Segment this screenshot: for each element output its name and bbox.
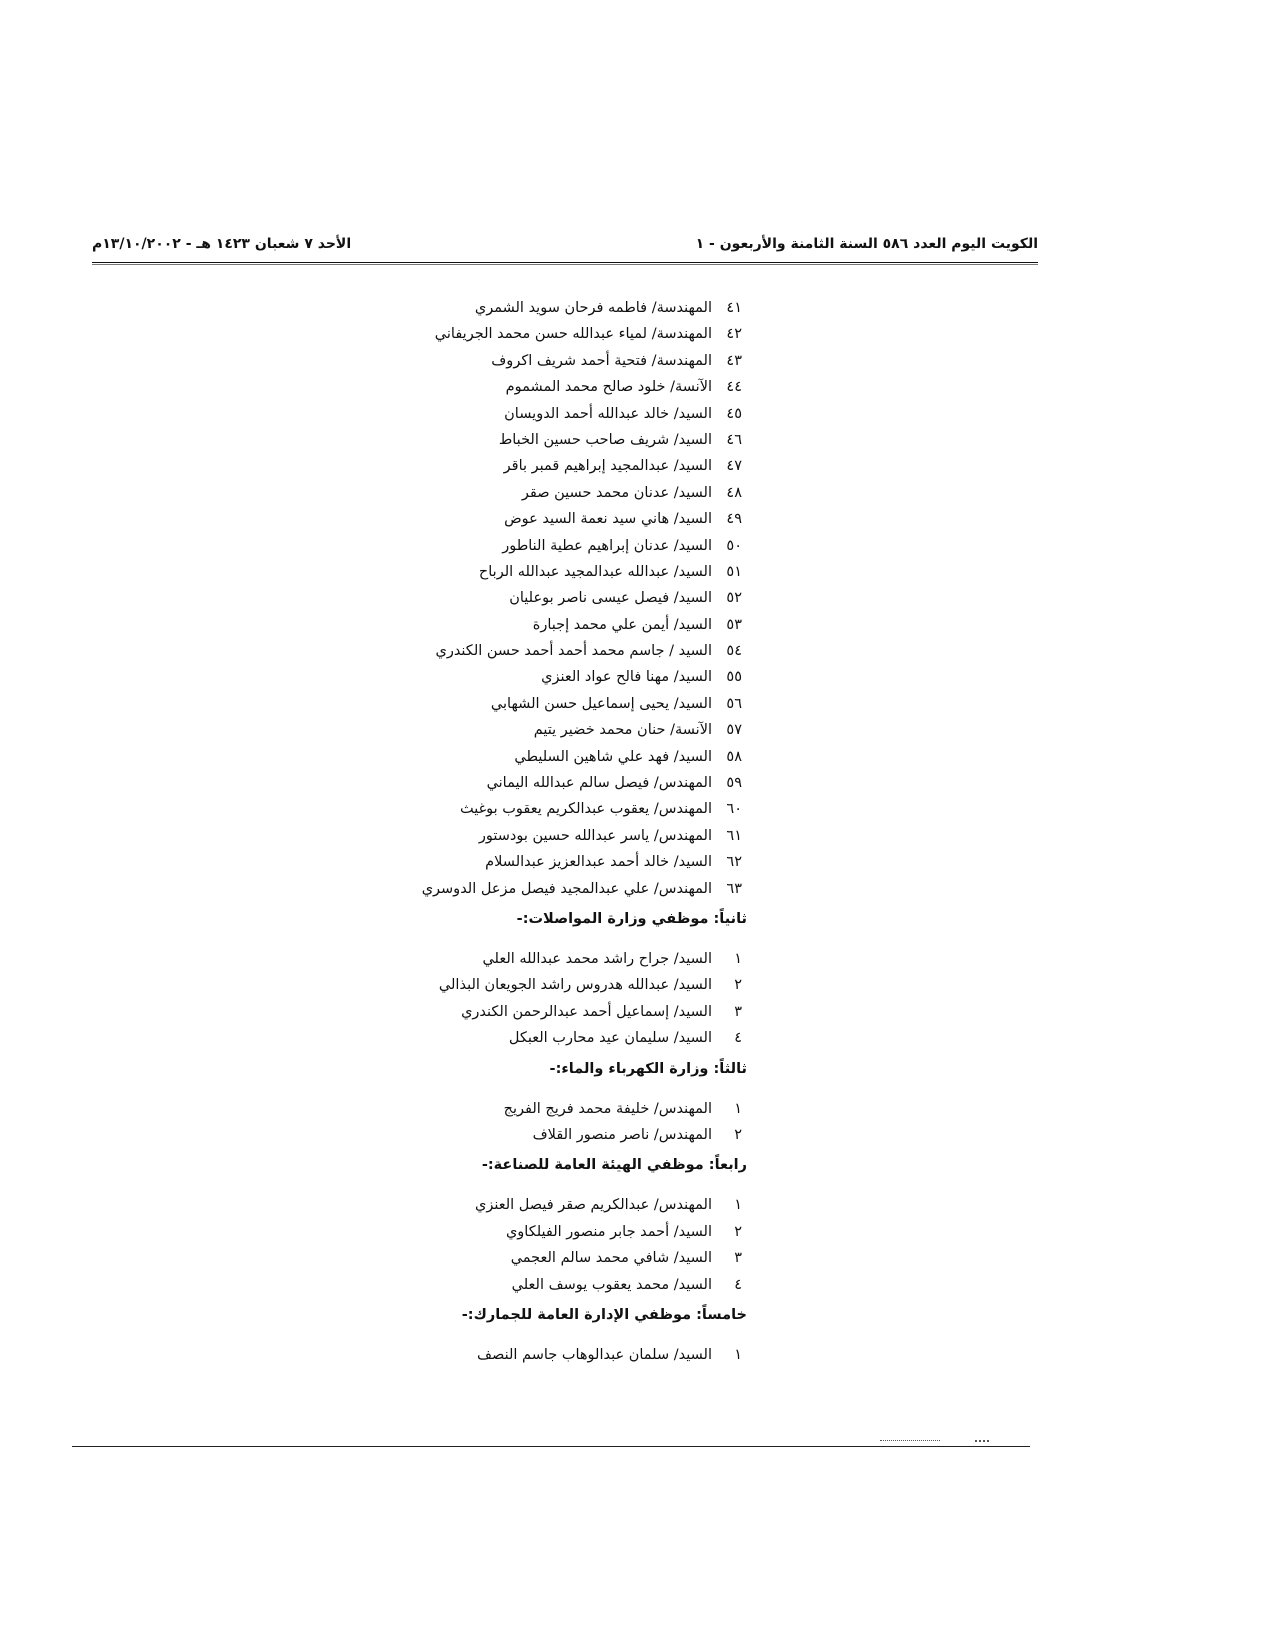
employee-name: المهندس/ ناصر منصور القلاف [532, 1126, 712, 1143]
footer-divider [72, 1446, 1030, 1447]
employee-name: السيد / جاسم محمد أحمد أحمد حسن الكندري [435, 643, 712, 660]
list-item [330, 669, 750, 695]
list-item [330, 749, 750, 775]
list-item [330, 538, 750, 564]
item-number: ٢ [734, 977, 742, 994]
list-item [330, 1277, 750, 1303]
item-number: ٦٣ [726, 880, 742, 897]
electricity-employee-list [330, 1101, 750, 1154]
list-item [330, 643, 750, 669]
item-number: ٤٢ [726, 326, 742, 343]
list-item [330, 406, 750, 432]
list-item [330, 326, 750, 352]
list-item [330, 775, 750, 801]
gazette-date: الأحد ٧ شعبان ١٤٢٣ هـ - ١٣/١٠/٢٠٠٢م [92, 236, 352, 252]
document-body [330, 300, 750, 1373]
employee-name: السيد/ محمد يعقوب يوسف العلي [511, 1276, 712, 1293]
section-heading-transport [330, 907, 750, 939]
employee-list-continued [330, 300, 750, 907]
section-title: ثانياً: موظفي وزارة المواصلات:- [516, 910, 747, 927]
item-number: ١ [734, 1100, 742, 1117]
list-item [330, 617, 750, 643]
list-item [330, 722, 750, 748]
item-number: ٢ [734, 1223, 742, 1240]
employee-name: المهندس/ فيصل سالم عبدالله اليماني [486, 775, 712, 792]
item-number: ٤٩ [726, 511, 742, 528]
employee-name: السيد/ أيمن علي محمد إجبارة [532, 616, 712, 633]
list-item [330, 1250, 750, 1276]
item-number: ٥٣ [726, 616, 742, 633]
section-heading-industry [330, 1153, 750, 1185]
list-item [330, 379, 750, 405]
section-heading-customs [330, 1303, 750, 1335]
employee-name: السيد/ عدنان محمد حسين صقر [521, 484, 712, 501]
employee-name: السيد/ سليمان عيد محارب العبكل [508, 1030, 712, 1047]
list-item [330, 1347, 750, 1373]
item-number: ٤٨ [726, 484, 742, 501]
item-number: ١ [734, 1346, 742, 1363]
list-item [330, 1197, 750, 1223]
employee-name: المهندس/ علي عبدالمجيد فيصل مزعل الدوسري [421, 880, 712, 897]
list-item [330, 1030, 750, 1056]
employee-name: السيد/ سلمان عبدالوهاب جاسم النصف [477, 1346, 712, 1363]
employee-name: السيد/ عبدالله هدروس راشد الجويعان البذالي [438, 977, 712, 994]
section-heading-electricity [330, 1057, 750, 1089]
list-item [330, 977, 750, 1003]
item-number: ٤١ [726, 300, 742, 316]
item-number: ٤٦ [726, 431, 742, 448]
employee-name: السيد/ هاني سيد نعمة السيد عوض [504, 511, 712, 528]
list-item [330, 432, 750, 458]
employee-name: السيد/ أحمد جابر منصور الفيلكاوي [505, 1223, 712, 1240]
list-item [330, 696, 750, 722]
list-item [330, 801, 750, 827]
list-item [330, 1224, 750, 1250]
industry-employee-list [330, 1197, 750, 1303]
list-item [330, 300, 750, 326]
list-item [330, 511, 750, 537]
employee-name: المهندسة/ فتحية أحمد شريف اكروف [491, 352, 712, 369]
item-number: ٥٩ [726, 775, 742, 792]
footer-mark [975, 1440, 989, 1442]
list-item [330, 951, 750, 977]
employee-name: السيد/ شافي محمد سالم العجمي [510, 1250, 712, 1267]
employee-name: السيد/ عدنان إبراهيم عطية الناطور [502, 537, 712, 554]
list-item [330, 353, 750, 379]
employee-name: الآنسة/ حنان محمد خضير يتيم [533, 722, 712, 739]
item-number: ٣ [734, 1003, 742, 1020]
section-title: رابعاً: موظفي الهيئة العامة للصناعة:- [481, 1157, 747, 1174]
employee-name: المهندسة/ فاطمه فرحان سويد الشمري [474, 300, 712, 316]
item-number: ٤٥ [726, 405, 742, 422]
item-number: ٥٧ [726, 722, 742, 739]
item-number: ٦١ [726, 827, 742, 844]
list-item [330, 881, 750, 907]
employee-name: المهندس/ ياسر عبدالله حسين بودستور [478, 827, 712, 844]
section-title: ثالثاً: وزارة الكهرباء والماء:- [549, 1060, 747, 1077]
list-item [330, 1004, 750, 1030]
list-item [330, 564, 750, 590]
item-number: ٤ [734, 1030, 742, 1047]
employee-name: السيد/ فهد علي شاهين السليطي [514, 748, 712, 765]
employee-name: السيد/ فيصل عيسى ناصر بوعليان [509, 590, 712, 607]
item-number: ٥٨ [726, 748, 742, 765]
list-item [330, 485, 750, 511]
employee-name: السيد/ عبدالله عبدالمجيد عبدالله الرباح [478, 563, 712, 580]
transport-employee-list [330, 951, 750, 1057]
employee-name: السيد/ خالد أحمد عبدالعزيز عبدالسلام [485, 854, 712, 871]
item-number: ١ [734, 950, 742, 967]
employee-name: المهندسة/ لمياء عبدالله حسن محمد الجريفاني [434, 326, 712, 343]
employee-name: السيد/ جراح راشد محمد عبدالله العلي [482, 950, 712, 967]
employee-name: الآنسة/ خلود صالح محمد المشموم [505, 379, 712, 396]
list-item [330, 590, 750, 616]
item-number: ٢ [734, 1126, 742, 1143]
list-item [330, 1101, 750, 1127]
page-header [92, 236, 1038, 258]
item-number: ٥٤ [726, 643, 742, 660]
item-number: ٥٠ [726, 537, 742, 554]
list-item [330, 854, 750, 880]
section-title: خامساً: موظفي الإدارة العامة للجمارك:- [461, 1306, 747, 1323]
item-number: ٦٠ [726, 801, 742, 818]
employee-name: المهندس/ خليفة محمد فريج الفريج [503, 1100, 712, 1117]
item-number: ١ [734, 1197, 742, 1214]
header-divider [92, 262, 1038, 265]
employee-name: السيد/ يحيى إسماعيل حسن الشهابي [490, 695, 712, 712]
item-number: ٥١ [726, 563, 742, 580]
item-number: ٤٧ [726, 458, 742, 475]
item-number: ٤٣ [726, 352, 742, 369]
employee-name: المهندس/ عبدالكريم صقر فيصل العنزي [475, 1197, 712, 1214]
item-number: ٥٦ [726, 695, 742, 712]
list-item [330, 1127, 750, 1153]
item-number: ٣ [734, 1250, 742, 1267]
item-number: ٦٢ [726, 854, 742, 871]
employee-name: المهندس/ يعقوب عبدالكريم يعقوب بوغيث [459, 801, 712, 818]
employee-name: السيد/ خالد عبدالله أحمد الدويسان [504, 405, 712, 422]
item-number: ٤٤ [726, 379, 742, 396]
gazette-issue-info: الكويت اليوم العدد ٥٨٦ السنة الثامنة والأربعون - ١ [695, 236, 1038, 252]
employee-name: السيد/ عبدالمجيد إبراهيم قمبر باقر [503, 458, 712, 475]
item-number: ٥٢ [726, 590, 742, 607]
employee-name: السيد/ مهنا فالح عواد العنزي [541, 669, 712, 686]
employee-name: السيد/ إسماعيل أحمد عبدالرحمن الكندري [461, 1003, 712, 1020]
item-number: ٥٥ [726, 669, 742, 686]
footer-mark [880, 1440, 940, 1441]
customs-employee-list [330, 1347, 750, 1373]
list-item [330, 828, 750, 854]
list-item [330, 458, 750, 484]
item-number: ٤ [734, 1276, 742, 1293]
employee-name: السيد/ شريف صاحب حسين الخباط [498, 431, 712, 448]
